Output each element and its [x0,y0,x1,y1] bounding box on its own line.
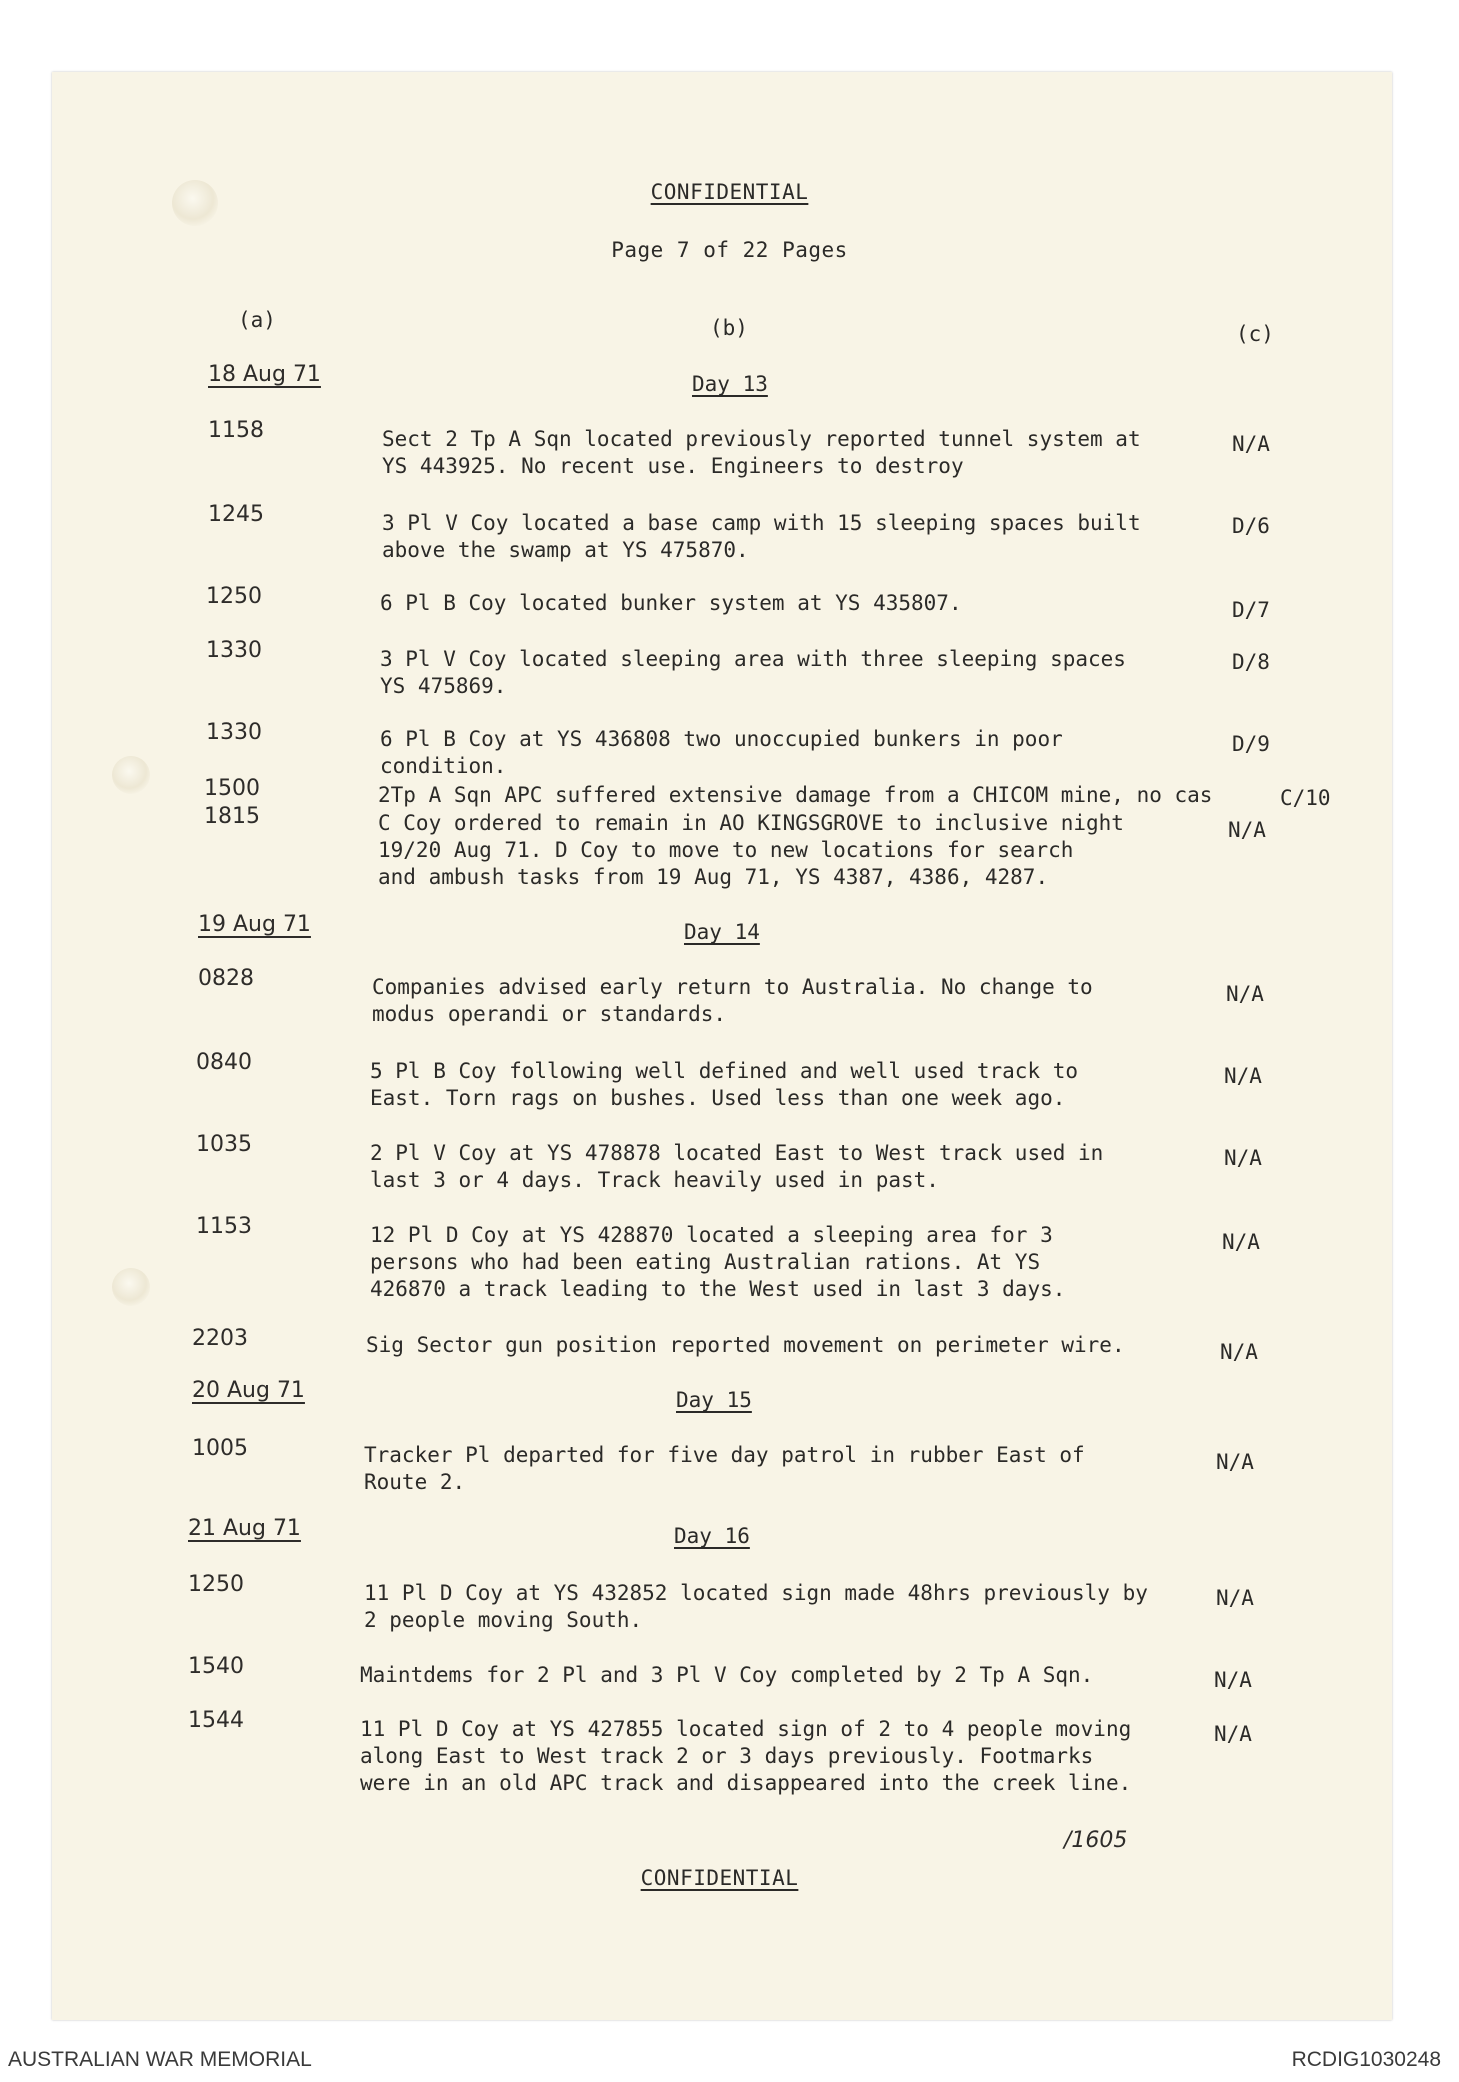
section-day: Day 13 [692,372,768,396]
entry-text: 5 Pl B Coy following well defined and well used track to East. Torn rags on bushes. Used less than one week ago. [370,1059,1079,1110]
entry-reference: D/6 [1232,514,1270,538]
page-number: Page 7 of 22 Pages [611,238,848,262]
entry-time: 1158 [208,418,264,443]
section-date: 20 Aug 71 [192,1378,305,1403]
entry-reference: N/A [1214,1668,1252,1692]
entry-text: 11 Pl D Coy at YS 432852 located sign made 48hrs previously by 2 people moving South. [364,1581,1148,1632]
entry-reference: N/A [1232,432,1270,456]
entry-text: 3 Pl V Coy located sleeping area with three sleeping spaces YS 475869. [380,647,1126,698]
entry-text: 11 Pl D Coy at YS 427855 located sign of 2 to 4 people moving along East to West track 2 or 3 days previously. Footmarks were in an old APC track and disappeared into the creek line. [360,1717,1132,1795]
entry-text: 2 Pl V Coy at YS 478878 located East to West track used in last 3 or 4 days. Track heavily used in past. [370,1141,1104,1192]
entry-time: 1245 [208,502,264,527]
entry-reference: N/A [1222,1230,1260,1254]
entry-reference: C/10 [1280,786,1331,810]
column-b-heading: (b) [710,316,748,340]
section-date: 21 Aug 71 [188,1516,301,1541]
entry-time: 2203 [192,1326,248,1351]
archive-catalogue-id: RCDIG1030248 [1291,2048,1441,2071]
entry-text: Sig Sector gun position reported movement on perimeter wire. [366,1333,1125,1357]
classification-footer: CONFIDENTIAL [640,1866,799,1890]
entry-reference: N/A [1224,1064,1262,1088]
entry-time: 1330 [206,638,262,663]
entry-reference: N/A [1224,1146,1262,1170]
entry-time: 1540 [188,1654,244,1679]
continuation-marker: /1605 [1064,1828,1128,1853]
entry-text: Tracker Pl departed for five day patrol in rubber East of Route 2. [364,1443,1085,1494]
section-date: 19 Aug 71 [198,912,311,937]
entry-time: 1005 [192,1436,248,1461]
archive-institution: AUSTRALIAN WAR MEMORIAL [8,2048,312,2071]
entry-text: 2Tp A Sqn APC suffered extensive damage from a CHICOM mine, no cas [378,783,1213,807]
entry-reference: N/A [1228,818,1266,842]
entry-reference: N/A [1226,982,1264,1006]
section-day: Day 16 [674,1524,750,1548]
entry-text: 6 Pl B Coy at YS 436808 two unoccupied bunkers in poor condition. [380,727,1063,778]
section-day: Day 15 [676,1388,752,1412]
entry-time: 1815 [204,804,260,829]
entry-time: 1035 [196,1132,252,1157]
column-a-heading: (a) [238,308,276,332]
classification-header: CONFIDENTIAL [650,180,809,204]
entry-reference: N/A [1220,1340,1258,1364]
emboss-mark [112,1268,150,1306]
entry-text: 3 Pl V Coy located a base camp with 15 sleeping spaces built above the swamp at YS 475870. [382,511,1141,562]
entry-reference: N/A [1216,1450,1254,1474]
entry-time: 1250 [206,584,262,609]
entry-time: 1153 [196,1214,252,1239]
entry-text: Sect 2 Tp A Sqn located previously reported tunnel system at YS 443925. No recent use. Engineers to destroy [382,427,1141,478]
entry-reference: D/8 [1232,650,1270,674]
entry-text: Maintdems for 2 Pl and 3 Pl V Coy completed by 2 Tp A Sqn. [360,1663,1094,1687]
entry-reference: D/7 [1232,598,1270,622]
entry-reference: N/A [1214,1722,1252,1746]
entry-time: 0840 [196,1050,252,1075]
entry-time: 1250 [188,1572,244,1597]
entry-time: 1544 [188,1708,244,1733]
entry-time: 1330 [206,720,262,745]
entry-reference: N/A [1216,1586,1254,1610]
entry-text: 12 Pl D Coy at YS 428870 located a sleeping area for 3 persons who had been eating Australian rations. At YS 426870 a track leading to the West used in last 3 days. [370,1223,1066,1301]
entry-text: C Coy ordered to remain in AO KINGSGROVE to inclusive night 19/20 Aug 71. D Coy to move to new locations for search and ambush tasks from 19 Aug 71, YS 4387, 4386, 4287. [378,811,1124,889]
column-c-heading: (c) [1236,322,1274,346]
section-date: 18 Aug 71 [208,362,321,387]
entry-time: 0828 [198,966,254,991]
section-day: Day 14 [684,920,760,944]
entry-text: 6 Pl B Coy located bunker system at YS 435807. [380,591,962,615]
entry-text: Companies advised early return to Australia. No change to modus operandi or standards. [372,975,1093,1026]
entry-time: 1500 [204,776,260,801]
entry-reference: D/9 [1232,732,1270,756]
emboss-mark [112,756,150,794]
